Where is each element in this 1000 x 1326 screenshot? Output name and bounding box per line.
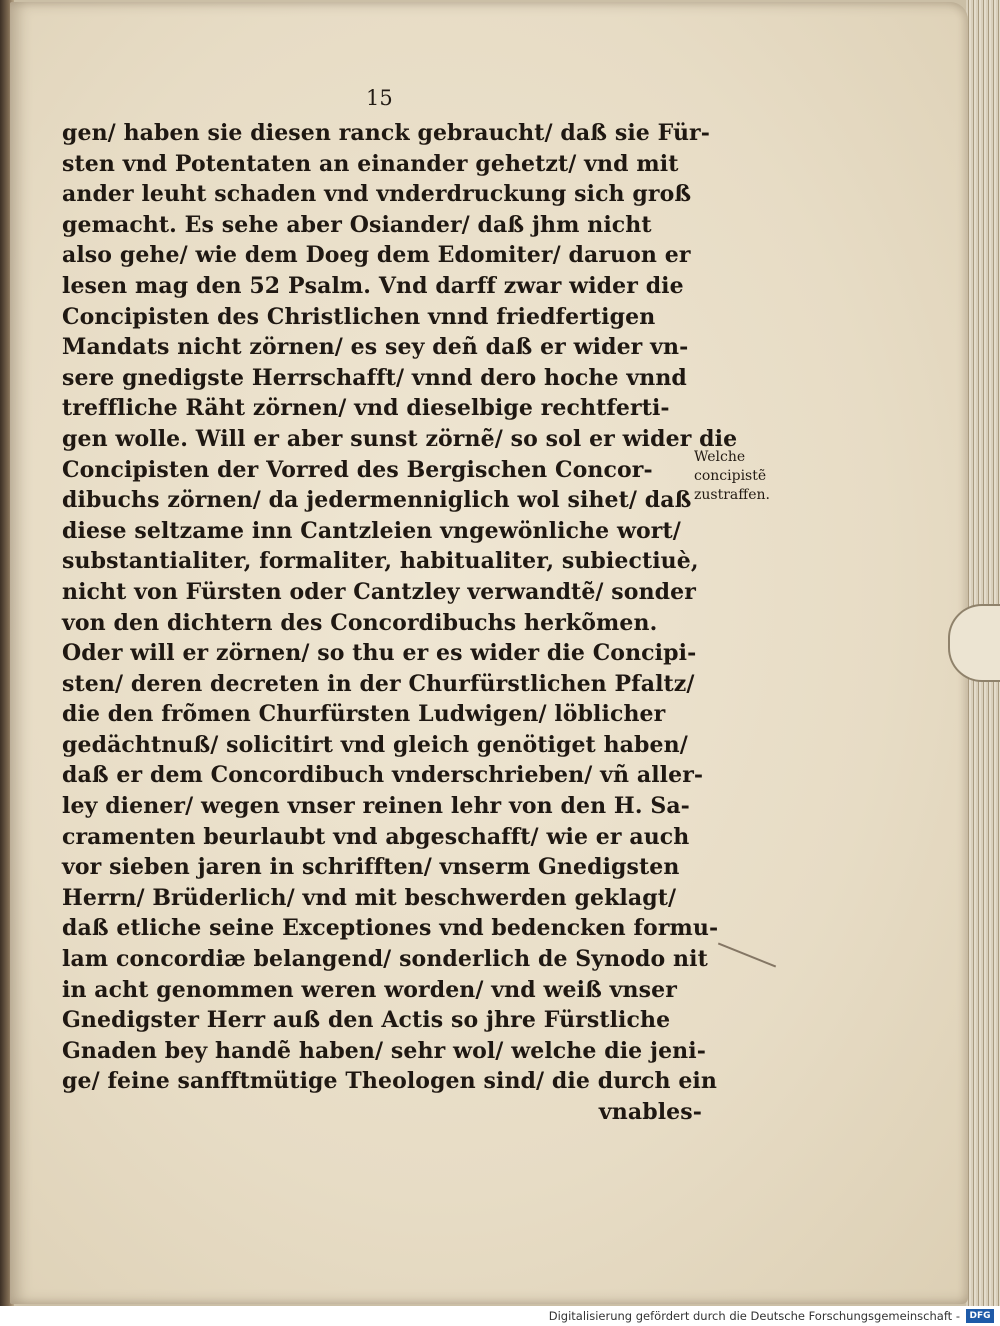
text-line: treffliche Räht zörnen/ vnd dieselbige rechtferti-: [62, 395, 670, 422]
footer-bar: [0, 1306, 1000, 1326]
text-line: lesen mag den 52 Psalm. Vnd darff zwar wider die: [62, 272, 684, 299]
marginal-note-line: concipistẽ: [694, 468, 767, 484]
text-line: Herrn/ Brüderlich/ vnd mit beschwerden geklagt/: [62, 884, 677, 911]
text-line: ge/ feine sanfftmütige Theologen sind/ die durch ein: [62, 1068, 717, 1095]
text-line: von den dichtern des Concordibuchs herkõmen.: [62, 609, 658, 636]
footer-credit: Digitalisierung gefördert durch die Deutsche Forschungsgemeinschaft -: [548, 1309, 960, 1323]
text-line: cramenten beurlaubt vnd abgeschafft/ wie er auch: [62, 823, 690, 850]
text-line: sere gnedigste Herrschafft/ vnnd dero hoche vnnd: [62, 364, 687, 391]
text-line: Concipisten der Vorred des Bergischen Concor-: [62, 456, 653, 483]
text-line: daß etliche seine Exceptiones vnd bedencken formu-: [62, 915, 719, 942]
text-line: gedächtnuß/ solicitirt vnd gleich genötiget haben/: [62, 731, 688, 758]
marginal-note-line: zustraffen.: [694, 487, 770, 503]
text-line: ander leuht schaden vnd vnderdruckung sich groß: [62, 181, 692, 208]
text-line: die den frõmen Churfürsten Ludwigen/ löblicher: [62, 701, 666, 728]
text-line: gen wolle. Will er aber sunst zörnẽ/ so sol er wider die: [62, 425, 738, 452]
text-line: sten/ deren decreten in der Churfürstlichen Pfaltz/: [62, 670, 695, 697]
text-line: Gnaden bey handẽ haben/ sehr wol/ welche die jeni-: [62, 1037, 706, 1064]
text-line: sten vnd Potentaten an einander gehetzt/ vnd mit: [62, 150, 679, 177]
text-line: nicht von Fürsten oder Cantzley verwandtẽ/ sonder: [62, 578, 696, 605]
text-line: dibuchs zörnen/ da jedermenniglich wol sihet/ daß: [62, 487, 692, 514]
clasp-shape: [948, 604, 1000, 682]
text-line: in acht genommen weren worden/ vnd weiß vnser: [62, 976, 677, 1003]
text-line: diese seltzame inn Cantzleien vngewönliche wort/: [62, 517, 681, 544]
dfg-logo: DFG: [966, 1309, 994, 1323]
text-line: daß er dem Concordibuch vnderschrieben/ vñ aller-: [62, 762, 704, 789]
text-line: substantialiter, formaliter, habitualiter, subiectiuè,: [62, 548, 699, 575]
text-line: gen/ haben sie diesen ranck gebraucht/ daß sie Für-: [62, 120, 710, 146]
text-line: lam concordiæ belangend/ sonderlich de Synodo nit: [62, 946, 708, 973]
text-line: vor sieben jaren in schrifften/ vnserm Gnedigsten: [62, 854, 680, 881]
text-line: Concipisten des Christlichen vnnd friedfertigen: [62, 303, 656, 330]
catchword: vnables-: [598, 1099, 702, 1125]
text-line: also gehe/ wie dem Doeg dem Edomiter/ daruon er: [62, 242, 691, 269]
marginal-note: [694, 448, 804, 505]
text-line: Oder will er zörnen/ so thu er es wider die Concipi-: [62, 640, 697, 667]
text-line: Gnedigster Herr auß den Actis so jhre Fürstliche: [62, 1007, 671, 1034]
text-line: ley diener/ wegen vnser reinen lehr von den H. Sa-: [62, 793, 690, 820]
page-number: 15: [366, 86, 393, 110]
text-line: Mandats nicht zörnen/ es sey deñ daß er wider vn-: [62, 334, 689, 361]
marginal-note-line: Welche: [694, 449, 746, 465]
text-line: gemacht. Es sehe aber Osiander/ daß jhm nicht: [62, 211, 652, 238]
